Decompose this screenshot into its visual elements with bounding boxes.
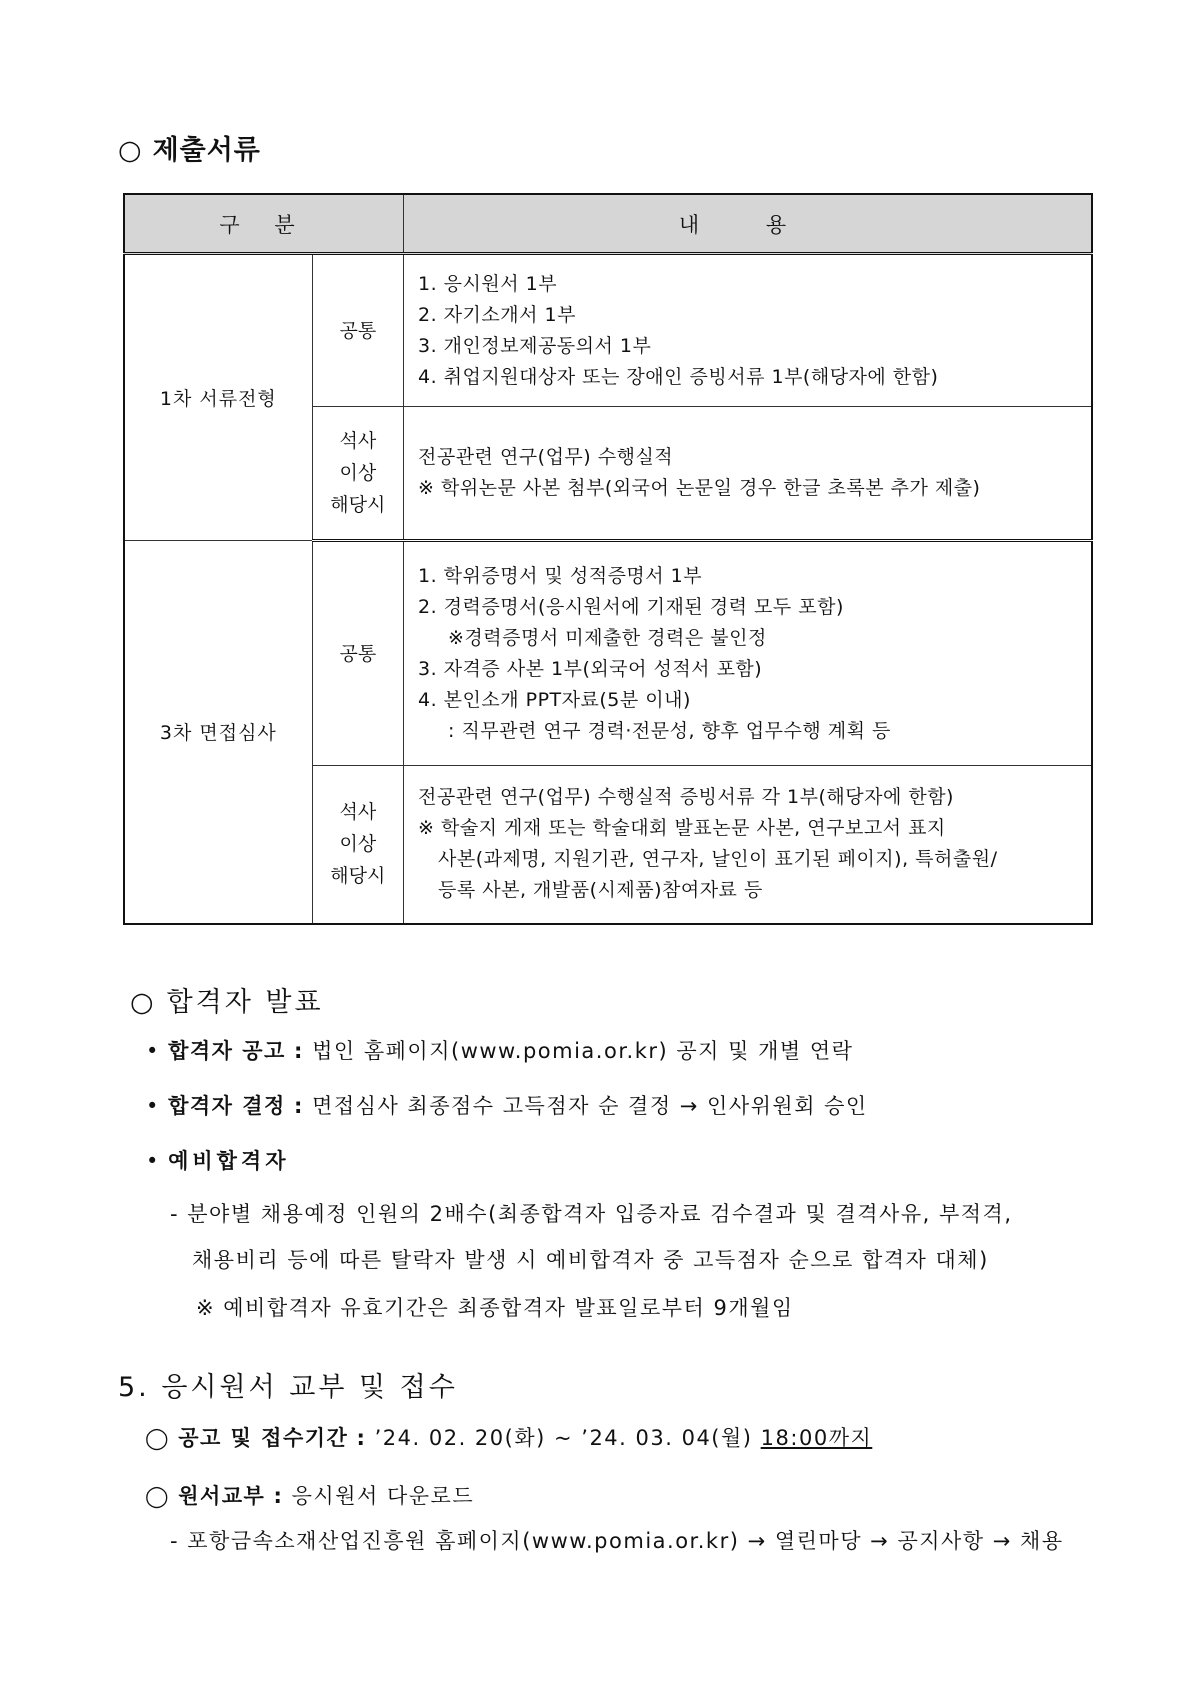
reserve-note: ※ 예비합격자 유효기간은 최종합격자 발표일로부터 9개월임	[196, 1296, 794, 1320]
item-sep: :	[294, 1039, 304, 1063]
section5-heading: 5. 응시원서 교부 및 접수	[118, 1372, 458, 1403]
row-content	[404, 407, 1093, 541]
sub-category-common: 공통	[312, 254, 403, 407]
header-category: 구 분	[124, 194, 404, 254]
item-label: 합격자 공고	[168, 1039, 286, 1063]
content-line: 3. 개인정보제공동의서 1부	[418, 334, 652, 357]
content-line: 1. 학위증명서 및 성적증명서 1부	[418, 564, 703, 587]
sub-label-line: 해당시	[330, 494, 386, 516]
table-row	[124, 541, 1092, 766]
sub-label-line: 석사	[339, 801, 377, 824]
content-line: 1. 응시원서 1부	[418, 272, 558, 295]
submission-documents-table	[123, 193, 1093, 925]
row-content	[404, 254, 1093, 407]
form-text: 응시원서 다운로드	[291, 1484, 475, 1508]
sub-label-line: 이상	[339, 833, 377, 856]
bullet-icon: •	[146, 1149, 160, 1173]
section-announce-title: 합격자 발표	[166, 987, 324, 1018]
row-category-label: 3차 면접심사	[124, 541, 312, 924]
content-line: 2. 경력증명서(응시원서에 기재된 경력 모두 포함)	[418, 595, 844, 618]
header-content: 내 용	[404, 194, 1093, 254]
sub-label-line: 석사	[339, 430, 377, 452]
bullet-icon: •	[146, 1094, 160, 1118]
content-line: 전공관련 연구(업무) 수행실적 증빙서류 각 1부(해당자에 한함)	[418, 786, 954, 809]
table-row	[124, 254, 1092, 407]
item-label: 예비합격자	[168, 1149, 290, 1173]
receipt-period	[145, 1422, 872, 1452]
content-line: 4. 취업지원대상자 또는 장애인 증빙서류 1부(해당자에 한함)	[418, 365, 939, 388]
content-line: 3. 자격증 사본 1부(외국어 성적서 포함)	[418, 657, 763, 680]
content-note: : 직무관련 연구 경력·전문성, 향후 업무수행 계획 등	[448, 719, 891, 742]
content-line: 2. 자기소개서 1부	[418, 303, 576, 326]
content-line: 사본(과제명, 지원기관, 연구자, 날인이 표기된 페이지), 특허출원/	[438, 848, 998, 871]
period-text: ’24. 02. 20(화) ~ ’24. 03. 04(월)	[374, 1426, 753, 1450]
sub-label-line: 해당시	[330, 865, 386, 888]
sub-category-masters	[312, 407, 403, 541]
period-sep: :	[356, 1426, 367, 1450]
period-label: 공고 및 접수기간	[178, 1426, 349, 1450]
circle-icon: ○	[130, 987, 157, 1018]
period-deadline: 18:00까지	[760, 1426, 873, 1450]
content-line: 4. 본인소개 PPT자료(5분 이내)	[418, 688, 691, 711]
sub-category-masters	[312, 766, 403, 924]
section-announce-heading	[130, 980, 324, 1019]
section-docs-title: 제출서류	[152, 135, 261, 166]
content-line: ※ 학위논문 사본 첨부(외국어 논문일 경우 한글 초록본 추가 제출)	[418, 477, 981, 499]
content-line: ※ 학술지 게재 또는 학술대회 발표논문 사본, 연구보고서 표지	[418, 817, 946, 840]
circle-icon: ○	[118, 135, 143, 166]
item-text: 법인 홈페이지(www.pomia.or.kr) 공지 및 개별 연락	[312, 1039, 854, 1063]
sub-label-line: 이상	[339, 462, 377, 484]
content-note: ※경력증명서 미제출한 경력은 불인정	[448, 626, 767, 649]
content-line: 등록 사본, 개발품(시제품)참여자료 등	[438, 879, 763, 902]
item-label: 합격자 결정	[168, 1094, 286, 1118]
reserve-desc-line1: - 분야별 채용예정 인원의 2배수(최종합격자 입증자료 검수결과 및 결격사유, 부적격,	[170, 1202, 1013, 1226]
row-content	[404, 541, 1093, 766]
announce-item-decision	[146, 1090, 868, 1120]
section-docs-heading	[118, 128, 261, 167]
row-content	[404, 766, 1093, 924]
circle-icon: ◯	[145, 1426, 171, 1450]
reserve-desc-line2: 채용비리 등에 따른 탈락자 발생 시 예비합격자 중 고득점자 순으로 합격자 대체)	[192, 1248, 989, 1272]
row-category-label: 1차 서류전형	[124, 254, 312, 541]
announce-item-notice	[146, 1035, 853, 1065]
item-sep: :	[294, 1094, 304, 1118]
announce-item-reserve	[146, 1145, 290, 1175]
table-header-row	[124, 194, 1092, 254]
content-line: 전공관련 연구(업무) 수행실적	[418, 446, 674, 468]
sub-category-common: 공통	[312, 541, 403, 766]
item-text: 면접심사 최종점수 고득점자 순 결정 → 인사위원회 승인	[312, 1094, 868, 1118]
form-distribution	[145, 1480, 474, 1510]
download-path: - 포항금속소재산업진흥원 홈페이지(www.pomia.or.kr) → 열린마당 → 공지사항 → 채용	[170, 1529, 1064, 1553]
circle-icon: ◯	[145, 1484, 171, 1508]
bullet-icon: •	[146, 1039, 160, 1063]
form-label: 원서교부	[178, 1484, 266, 1508]
form-sep: :	[273, 1484, 284, 1508]
